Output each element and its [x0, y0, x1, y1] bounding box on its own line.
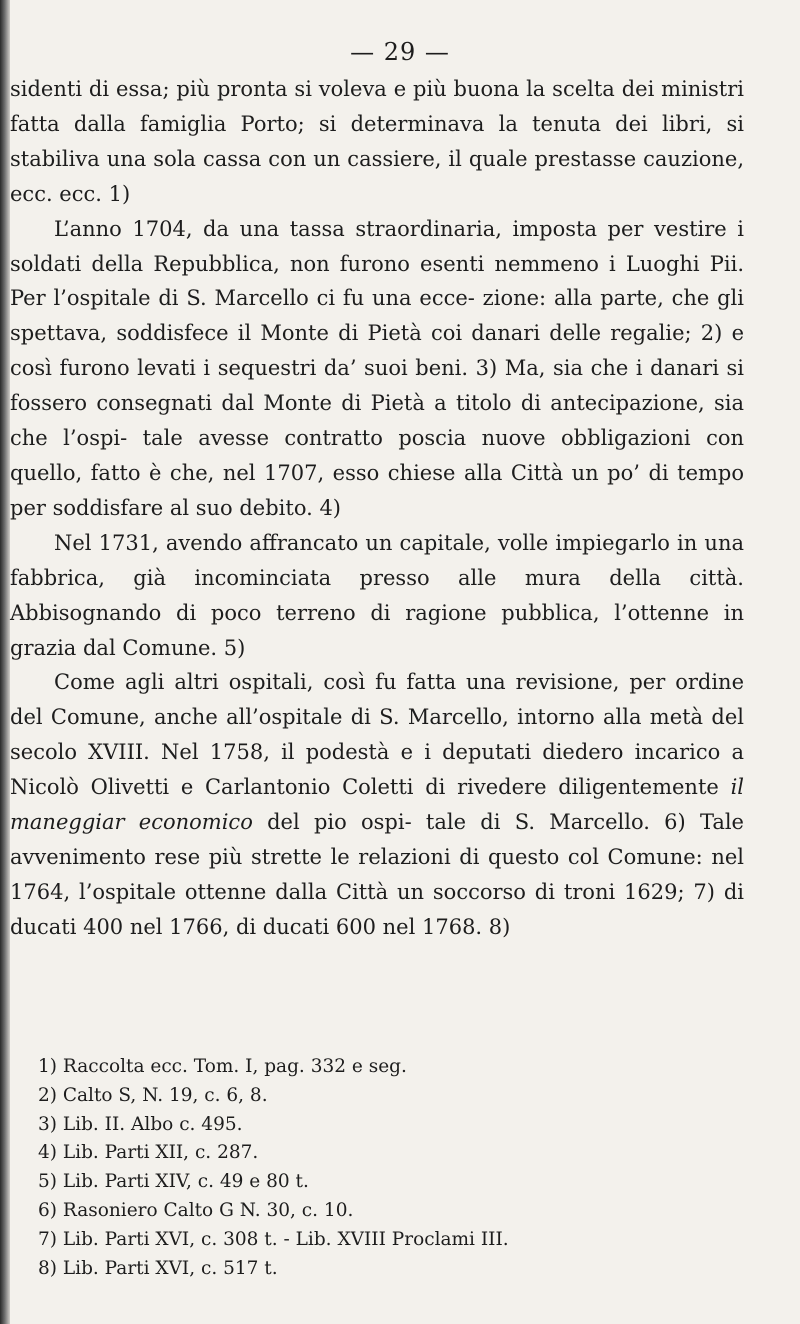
binding-shadow: [0, 0, 10, 1324]
footnote-6: 6) Rasoniero Calto G N. 30, c. 10.: [38, 1199, 354, 1221]
paragraph-text: L’anno 1704, da una tassa straordinaria, imposta per vestire i soldati della Repubblica, non furono esenti nemmeno i Luoghi Pii. Per l’ospitale di S. Marcello ci fu una ecce- zione: alla parte, che gli spettava, soddisfece il Monte di Pietà coi danari delle regalie; 2) e così furono levati i sequestri da’ suoi beni. 3) Ma, sia che i danari si fossero consegnati dal Monte di Pietà a titolo di antecipazione, sia che l’ospi- tale avesse contratto poscia nuove obbligazioni con quello, fatto è che, nel 1707, esso chiese alla Città un po’ di tempo per soddisfare al suo debito. 4): [10, 216, 744, 520]
paragraph-text: Come agli altri ospitali, così fu fatta una revisione, per ordine del Comune, anche all’ospitale di S. Marcello, intorno alla metà del secolo XVIII. Nel 1758, il podestà e i deputati diedero incarico a Nicolò Olivetti e Carlantonio Coletti di rivedere diligentemente: [10, 670, 744, 800]
paragraph-text: del pio ospi- tale di S. Marcello. 6) Tale avvenimento rese più strette le relazioni di questo col Comune: nel 1764, l’ospitale ottenne dalla Città un soccorso di troni 1629; 7) di ducati 400 nel 1766, di ducati 600 nel 1768. 8): [10, 810, 744, 939]
footnotes: [38, 1053, 738, 1283]
paragraph-text: Nel 1731, avendo affrancato un capitale, volle impiegarlo in una fabbrica, già incominciata presso alle mura della città. Abbisognando di poco terreno di ragione pubblica, l’ottenne in grazia dal Comune. 5): [10, 530, 744, 660]
paragraph-text: sidenti di essa; più pronta si voleva e più buona la scelta dei ministri fatta dalla famiglia Porto; si determinava la tenuta dei libri, si stabiliva una sola cassa con un cassiere, il quale prestasse cauzione, ecc. ecc. 1): [10, 77, 744, 206]
footnote-3: 3) Lib. II. Albo c. 495.: [38, 1113, 243, 1135]
page-number: — 29 —: [350, 38, 450, 66]
footnote-1: 1) Raccolta ecc. Tom. I, pag. 332 e seg.: [38, 1056, 407, 1077]
footnote-7: 7) Lib. Parti XVI, c. 308 t. - Lib. XVIII Proclami III.: [38, 1228, 509, 1250]
footnote-2: 2) Calto S, N. 19, c. 6, 8.: [38, 1084, 268, 1106]
italic-phrase: il maneggiar economico: [10, 775, 744, 835]
paragraph-3: [10, 526, 744, 666]
paragraph-1: [10, 72, 744, 212]
footnote-4: 4) Lib. Parti XII, c. 287.: [38, 1142, 259, 1164]
footnote-8: 8) Lib. Parti XVI, c. 517 t.: [38, 1257, 278, 1279]
body-text: [10, 72, 744, 945]
footnote-5: 5) Lib. Parti XIV, c. 49 e 80 t.: [38, 1171, 309, 1193]
paragraph-4: [10, 665, 744, 944]
paragraph-2: [10, 212, 744, 526]
